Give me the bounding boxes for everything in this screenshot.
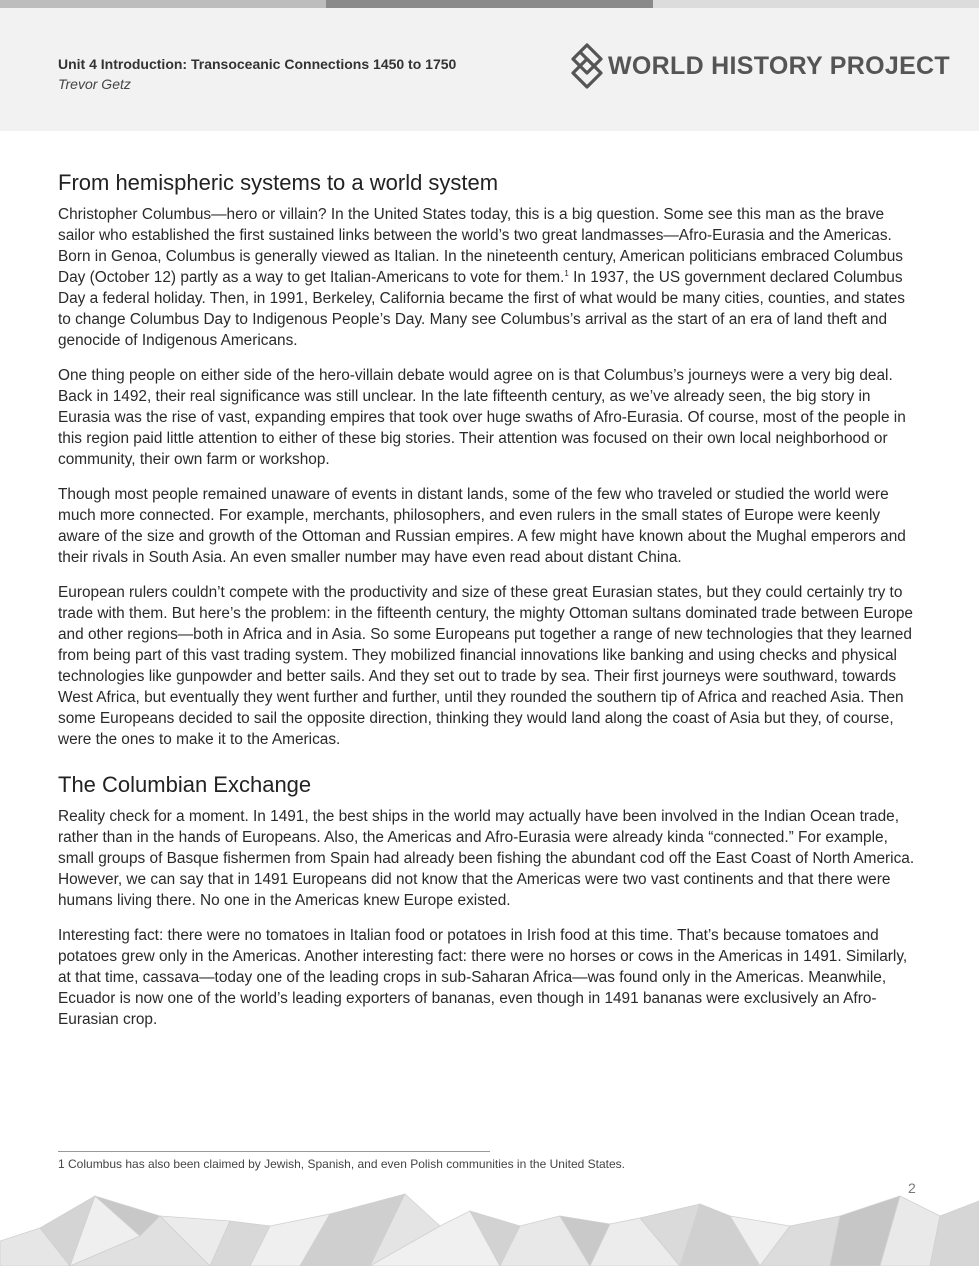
- paragraph-2: One thing people on either side of the hero-villain debate would agree on is that Columbus’s journeys were a very big deal. Back in 1492, their real significance was still unclear. In the late fifteenth century, as we’ve already seen, the big story in Eurasia was the rise of vast, expanding empires that took over huge swaths of Afro-Eurasia. Of course, most of the people in this region paid little attention to either of these big stories. Their attention was focused on their own local neighborhood or community, their own farm or workshop.: [58, 367, 906, 468]
- paragraph-1: [58, 204, 922, 351]
- world-history-project-logo: [570, 42, 950, 90]
- author-name: Trevor Getz: [58, 76, 131, 92]
- logo-text: WORLD HISTORY PROJECT: [608, 51, 950, 80]
- footnote-text: 1 Columbus has also been claimed by Jewish, Spanish, and even Polish communities in the United States.: [58, 1157, 625, 1171]
- paragraph-6: Interesting fact: there were no tomatoes in Italian food or potatoes in Irish food at this time. That’s because tomatoes and potatoes grew only in the Americas. Another interesting fact: there were no horses or cows in the Americas in 1491. Similarly, at that time, cassava—today one of the leading crops in sub-Saharan Africa—was found only in the Americas. Meanwhile, Ecuador is now one of the world’s leading exporters of bananas, even though in 1491 bananas were exclusively an Afro-Eurasian crop.: [58, 927, 908, 1028]
- diamond-knot-icon: [570, 42, 604, 90]
- top-bar-segment-3: [653, 0, 979, 8]
- section-heading-columbian-exchange: The Columbian Exchange: [58, 772, 312, 797]
- top-bar-segment-1: [0, 0, 326, 8]
- top-color-bar: [0, 0, 979, 8]
- paragraph-1-text-b: In 1937, the US government declared Columbus Day a federal holiday. Then, in 1991, Berkeley, California became the first of what would be many cities, counties, and states to change Columbus Day to Indigenous People’s Day. Many see Columbus’s arrival as the start of an era of land theft and genocide of Indigenous Americans.: [58, 269, 905, 349]
- section-heading-hemispheric: From hemispheric systems to a world system: [58, 170, 499, 195]
- paragraph-3: Though most people remained unaware of events in distant lands, some of the few who traveled or studied the world were much more connected. For example, merchants, philosophers, and even rulers in the small states of Europe were keenly aware of the size and growth of the Ottoman and Russian empires. A few might have known about the Mughal emperors and their rivals in South Asia. An even smaller number may have even read about distant China.: [58, 486, 906, 566]
- paragraph-5: Reality check for a moment. In 1491, the best ships in the world may actually have been involved in the Indian Ocean trade, rather than in the hands of Europeans. Also, the Americas and Afro-Eurasia were already kinda “connected.” For example, small groups of Basque fishermen from Spain had already been fishing the abundant cod off the East Coast of North America. However, we can say that in 1491 Europeans did not know that the Americas were two vast continents and that there were humans living there. No one in the Americas knew Europe existed.: [58, 808, 915, 909]
- page-header: [0, 8, 979, 131]
- low-poly-triangles-decoration: [0, 1186, 979, 1266]
- unit-title: Unit 4 Introduction: Transoceanic Connections 1450 to 1750: [58, 56, 457, 72]
- paragraph-1-text-a: Christopher Columbus—hero or villain? In the United States today, this is a big question. Some see this man as the brave sailor who established the first sustained links between the world’s two great landmasses—Afro-Eurasia and the Americas. Born in Genoa, Columbus is generally viewed as Italian. In the nineteenth century, American politicians embraced Columbus Day (October 12) partly as a way to get Italian-Americans to vote for them.: [58, 206, 903, 286]
- page-number: 2: [908, 1180, 916, 1196]
- top-bar-segment-2: [326, 0, 652, 8]
- main-content: [58, 168, 922, 1044]
- footnote-ref-1[interactable]: 1: [564, 268, 569, 278]
- footnote-divider: [58, 1151, 490, 1152]
- paragraph-4: European rulers couldn’t compete with the productivity and size of these great Eurasian states, but they could certainly try to trade with them. But here’s the problem: in the fifteenth century, the mighty Ottoman sultans dominated trade between Europe and other regions—both in Africa and in Asia. So some Europeans put together a range of new technologies that they learned from being part of this vast trading system. They mobilized financial innovations like banking and using checks and physical technologies like gunpowder and better sails. And they set out to trade by sea. Their first journeys were southward, towards West Africa, but eventually they went further and further, until they rounded the southern tip of Africa and reached Asia. Then some Europeans decided to sail the opposite direction, thinking they would land along the coast of Asia but they, of course, were the ones to make it to the Americas.: [58, 584, 913, 748]
